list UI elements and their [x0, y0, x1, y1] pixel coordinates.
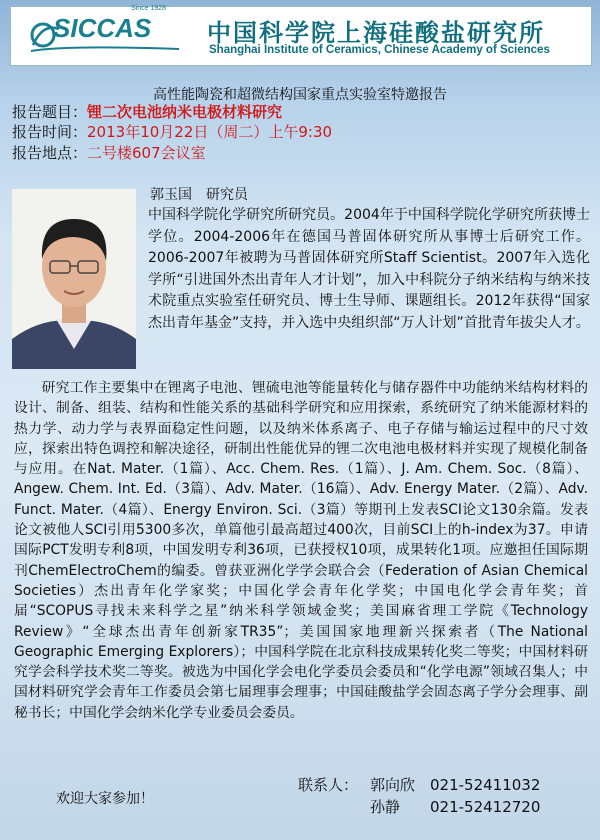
- logo-since: Since 1928: [131, 5, 167, 12]
- report-time: [12, 121, 332, 142]
- lab-title: 高性能陶瓷和超微结构国家重点实验室特邀报告: [153, 87, 447, 103]
- contact-name: 孙静: [370, 798, 401, 816]
- report-place: [12, 142, 206, 163]
- institute-name-cn: 中国科学院上海硅酸盐研究所: [207, 19, 545, 47]
- topic-label: 报告题目：: [12, 103, 88, 121]
- contact-row: [298, 774, 540, 796]
- topic-value: 锂二次电池纳米电极材料研究: [87, 103, 283, 121]
- time-label: 报告时间：: [12, 123, 88, 141]
- header-banner: [10, 6, 592, 66]
- logo-text: SICCAS: [53, 13, 152, 43]
- place-value: 二号楼607会议室: [87, 144, 206, 162]
- contact-row: [298, 796, 540, 818]
- speaker-name: 郭玉国 研究员: [150, 187, 248, 203]
- contact-phone: 021-52412720: [430, 798, 541, 816]
- speaker-photo: [12, 189, 136, 369]
- speaker-portrait-icon: [12, 189, 136, 369]
- welcome-text: 欢迎大家参加！: [56, 791, 154, 807]
- contact-name: 郭向欣: [370, 776, 416, 794]
- institute-name-en: Shanghai Institute of Ceramics, Chinese Academy of Sciences: [209, 44, 550, 56]
- report-topic: [12, 101, 282, 122]
- research-summary: 研究工作主要集中在锂离子电池、锂硫电池等能量转化与储存器件中功能纳米结构材料的设计、制备、组装、结构和性能关系的基础科学研究和应用探索，系统研究了纳米能源材料的热力学、动力学与表界面稳定性问题，以及纳米体系离子、电子存储与输运过程中的尺寸效应，探索出特色调控和解决途径，研制出性能优异的锂二次电池电极材料并实现了规模化制备与应用。在Nat. Mater.（1篇）、Acc. Chem. Res.（1篇）、J. Am. Chem. Soc.（8篇）、Angew. Chem. Int. Ed.（3篇）、Adv. Mater.（16篇）、Adv. Energy Mater.（2篇）、Adv. Funct. Mater.（4篇）、Energy Environ. Sci.（3篇）等期刊上发表SCI论文130余篇。发表论文被他人SCI引用5300多次，单篇他引最高超过400次，目前SCI上的h-index为37。申请国际PCT发明专利8项，中国发明专利36项，已获授权10项，成果转化1项。应邀担任国际期刊ChemElectroChem的编委。曾获亚洲化学学会联合会（Federation of Asian Chemical Societies）杰出青年化学家奖；中国化学会青年化学奖；中国电化学会青年奖；首届“SCOPUS寻找未来科学之星”纳米科学领域金奖；美国麻省理工学院《Technology Review》“全球杰出青年创新家TR35”；美国国家地理新兴探索者（The National Geographic Emerging Explorers）；中国科学院在北京科技成果转化奖二等奖；中国材料研究学会科学技术奖二等奖。被选为中国化学会电化学委员会委员和“化学电源”领域召集人；中国材料研究学会青年工作委员会第七届理事会理事；中国硅酸盐学会固态离子学分会理事、副秘书长；中国化学会纳米化学专业委员会委员。: [14, 380, 588, 721]
- contact-phone: 021-52411032: [430, 776, 541, 794]
- time-value: 2013年10月22日（周二）上午9:30: [87, 123, 333, 141]
- place-label: 报告地点：: [12, 144, 88, 162]
- contacts-block: [298, 774, 540, 818]
- contact-label: 联系人：: [298, 776, 359, 794]
- speaker-bio: 中国科学院化学研究所研究员。2004年于中国科学院化学研究所获博士学位。2004-2006年在德国马普固体研究所从事博士后研究工作。2006-2007年被聘为马普固体研究所Staff Scientist。2007年入选化学所“引进国外杰出青年人才计划”，加入中科院分子纳米结构与纳米技术院重点实验室任研究员、博士生导师、课题组长。2012年获得“国家杰出青年基金”支持，并入选中央组织部“万人计划”首批青年拔尖人才。: [148, 207, 590, 331]
